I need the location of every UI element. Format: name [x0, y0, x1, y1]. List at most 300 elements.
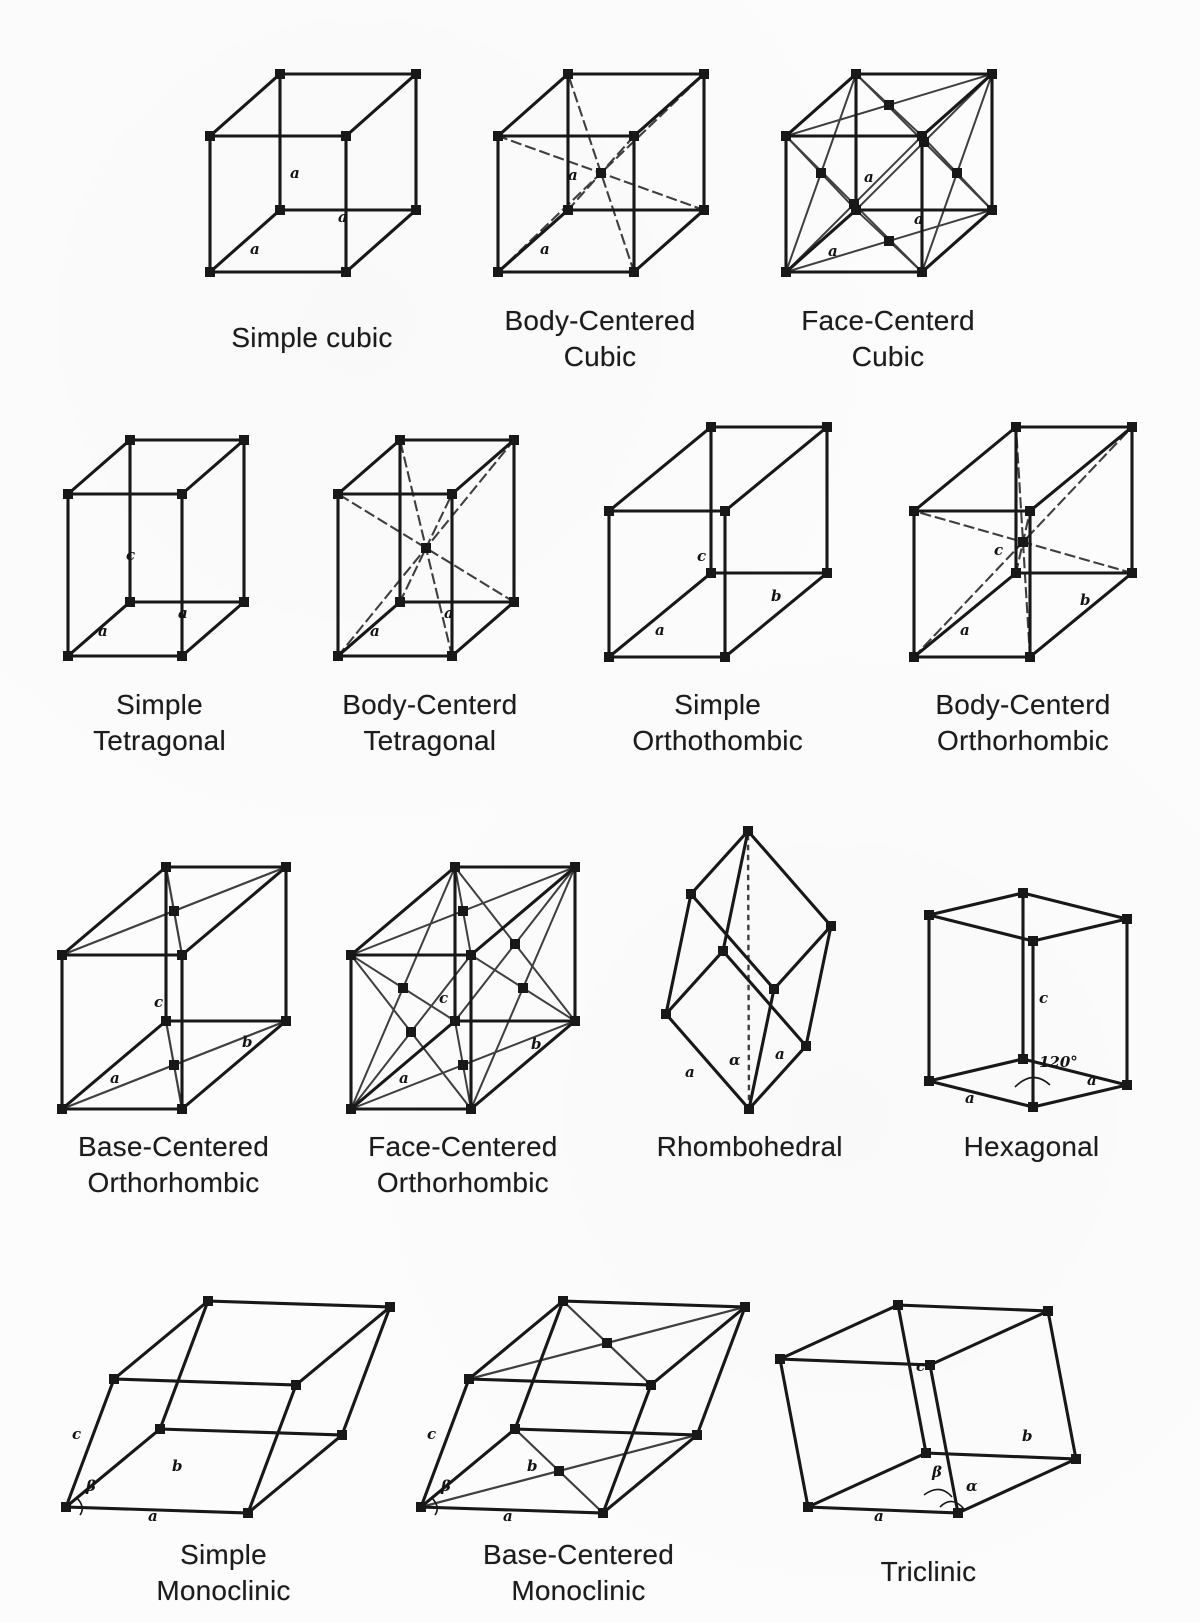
atom-marker: [909, 506, 919, 516]
atom-marker: [987, 205, 997, 215]
atom-marker: [466, 950, 476, 960]
atom-marker: [333, 651, 343, 661]
lattice-edge: [1030, 573, 1132, 657]
atom-marker: [395, 597, 405, 607]
edge-label: c: [427, 1425, 437, 1443]
edge-label: a: [399, 1069, 410, 1087]
edge-label: a: [828, 242, 838, 260]
atom-marker: [826, 921, 836, 931]
lattice-edge: [666, 894, 691, 1014]
caption-line: Body-Centerd: [935, 689, 1111, 720]
atom-marker: [169, 906, 179, 916]
lattice-edge: [471, 867, 575, 955]
angle-arc: [940, 1501, 964, 1509]
edge-label: a: [654, 621, 665, 639]
atom-marker: [155, 1424, 165, 1434]
angle-arc: [924, 1489, 952, 1497]
atom-marker: [563, 205, 573, 215]
atom-marker: [661, 1009, 671, 1019]
atom-marker: [919, 137, 929, 147]
triclinic-diagram: [756, 1259, 1101, 1525]
edge-label: a: [874, 1507, 884, 1525]
atom-marker: [458, 1060, 468, 1070]
lattice-edge: [182, 1021, 286, 1109]
caption-line: Base-Centered: [483, 1539, 674, 1570]
atom-marker: [686, 889, 696, 899]
lattice-cell-hexagonal: [909, 831, 1154, 1215]
edge-label: b: [770, 587, 782, 605]
lattice-edge: [469, 1379, 651, 1385]
rhombohedral-diagram: [625, 815, 875, 1117]
lattice-caption: [156, 1537, 290, 1623]
edge-label: a: [110, 1069, 120, 1087]
atom-marker: [1122, 914, 1132, 924]
atom-marker: [518, 983, 528, 993]
atom-marker: [740, 1302, 750, 1312]
lattice-edge: [930, 1311, 1048, 1365]
atom-marker: [570, 862, 580, 872]
atom-marker: [281, 862, 291, 872]
caption-line: Simple: [116, 689, 203, 720]
atom-marker: [909, 652, 919, 662]
edge-label: c: [422, 538, 432, 556]
atom-marker: [720, 506, 730, 516]
lattice-edge: [346, 74, 416, 136]
atom-marker: [1028, 936, 1038, 946]
atom-marker: [720, 652, 730, 662]
edge-label: b: [531, 1035, 542, 1053]
atom-marker: [346, 1104, 356, 1114]
edge-label: β: [86, 1477, 96, 1495]
simple-orthorhombic-diagram: [593, 415, 843, 675]
atom-marker: [803, 1502, 813, 1512]
edge-label: c: [916, 1357, 926, 1375]
lattice-edge: [1048, 1311, 1076, 1459]
atom-marker: [925, 1360, 935, 1370]
atom-marker: [629, 131, 639, 141]
lattice-edge: [62, 867, 166, 955]
atom-marker: [275, 69, 285, 79]
lattice-edge: [1030, 427, 1132, 511]
atom-marker: [57, 1104, 67, 1114]
atom-marker: [781, 267, 791, 277]
atom-marker: [1011, 422, 1021, 432]
lattice-edge: [898, 1305, 1048, 1311]
simple-monoclinic-diagram: [46, 1285, 401, 1525]
caption-line: Orthorhombic: [376, 1166, 549, 1198]
atom-marker: [466, 1104, 476, 1114]
lattice-edge: [498, 74, 568, 136]
atom-marker: [411, 205, 421, 215]
atom-marker: [921, 1448, 931, 1458]
lattice-edge: [346, 210, 416, 272]
atom-marker: [884, 100, 894, 110]
lattice-edge: [725, 427, 827, 511]
caption-line: Tetragonal: [93, 724, 226, 756]
edge-label: a: [774, 1045, 785, 1063]
lattice-edge: [62, 1021, 166, 1109]
atom-marker: [450, 1016, 460, 1026]
lattice-edge: [452, 602, 514, 656]
lattice-cell-simple-cubic: [192, 56, 432, 389]
lattice-edge: [634, 210, 704, 272]
atom-marker: [1018, 888, 1028, 898]
lattice-caption: [483, 1537, 674, 1623]
lattice-edge: [1033, 919, 1127, 941]
atom-marker: [563, 69, 573, 79]
lattice-caption: [657, 1129, 843, 1215]
edge-label: a: [568, 166, 578, 184]
atom-marker: [1025, 652, 1035, 662]
atom-marker: [801, 1041, 811, 1051]
lattice-edge: [780, 1305, 898, 1359]
lattice-cell-base-centered-orthorhombic: [46, 851, 301, 1215]
atom-marker: [629, 267, 639, 277]
lattice-cell-face-centered-cubic: [768, 56, 1008, 389]
caption-line: Monoclinic: [511, 1574, 646, 1606]
atom-marker: [243, 1508, 253, 1518]
atom-marker: [692, 1430, 702, 1440]
caption-line: Simple: [180, 1539, 267, 1570]
atom-marker: [61, 1502, 71, 1512]
lattice-caption: [93, 687, 226, 773]
atom-marker: [1028, 1102, 1038, 1112]
lattice-caption: [632, 687, 802, 773]
lattice-caption: [231, 303, 392, 389]
lattice-edge: [780, 1359, 808, 1507]
atom-marker: [893, 1300, 903, 1310]
body-centered-orthorhombic-diagram: [898, 415, 1148, 675]
atom-marker: [177, 651, 187, 661]
atom-marker: [177, 489, 187, 499]
lattice-row-cubic: [0, 56, 1200, 389]
lattice-caption: [78, 1129, 269, 1215]
caption-line: Rhombohedral: [656, 1131, 843, 1162]
edge-label: c: [154, 993, 164, 1011]
atom-marker: [63, 489, 73, 499]
lattice-edge: [182, 440, 244, 494]
face-centered-cubic-diagram: [768, 56, 1008, 291]
atom-marker: [743, 826, 753, 836]
atom-marker: [706, 422, 716, 432]
edge-label: b: [242, 1033, 253, 1051]
atom-marker: [125, 435, 135, 445]
atom-marker: [205, 131, 215, 141]
edge-label: a: [290, 164, 300, 182]
edge-label: a: [864, 168, 874, 186]
atom-marker: [822, 422, 832, 432]
edge-label: a: [959, 621, 970, 639]
atom-marker: [598, 1508, 608, 1518]
body-centered-tetragonal-diagram: [322, 420, 537, 675]
lattice-edge: [806, 926, 831, 1046]
lattice-cell-rhombohedral: [625, 815, 875, 1215]
atom-marker: [169, 1060, 179, 1070]
atom-marker: [239, 435, 249, 445]
lattice-edge: [338, 440, 400, 494]
atom-marker: [851, 69, 861, 79]
lattice-edge: [68, 440, 130, 494]
atom-marker: [1018, 537, 1028, 547]
lattice-edge: [114, 1379, 296, 1385]
atom-marker: [406, 1027, 416, 1037]
lattice-cell-simple-orthorhombic: [593, 415, 843, 773]
atom-marker: [849, 199, 859, 209]
atom-marker: [596, 168, 606, 178]
caption-line: Simple cubic: [231, 322, 393, 353]
atom-marker: [602, 1338, 612, 1348]
edge-label: b: [1079, 591, 1091, 609]
atom-marker: [450, 862, 460, 872]
edge-label: c: [72, 1425, 82, 1443]
atom-marker: [1025, 506, 1035, 516]
atom-marker: [924, 910, 934, 920]
caption-line: Orthothombic: [632, 724, 803, 756]
atom-marker: [161, 862, 171, 872]
lattice-edge: [182, 867, 286, 955]
atom-marker: [781, 131, 791, 141]
atom-marker: [1018, 1054, 1028, 1064]
caption-line: Face-Centerd: [801, 305, 975, 336]
edge-label: b: [1022, 1427, 1033, 1445]
atom-marker: [203, 1296, 213, 1306]
atom-marker: [346, 950, 356, 960]
lattice-edge: [929, 893, 1023, 915]
lattice-cell-body-centered-cubic: [480, 56, 720, 389]
atom-marker: [554, 1466, 564, 1476]
caption-line: Monoclinic: [156, 1574, 291, 1606]
edge-label: β: [932, 1463, 942, 1481]
edge-label: c: [993, 541, 1004, 559]
lattice-caption: [505, 303, 696, 389]
lattice-edge: [182, 602, 244, 656]
atom-marker: [570, 1016, 580, 1026]
lattice-cell-base-centered-monoclinic: [401, 1285, 756, 1623]
lattice-edge: [1033, 1085, 1127, 1107]
lattice-edge: [498, 210, 568, 272]
edge-label: a: [178, 604, 188, 622]
edge-label: α: [966, 1477, 978, 1495]
lattice-edge: [515, 1429, 697, 1435]
atom-marker: [952, 168, 962, 178]
caption-line: Cubic: [563, 340, 637, 372]
atom-marker: [884, 236, 894, 246]
atom-marker: [1043, 1306, 1053, 1316]
lattice-edge: [774, 926, 831, 989]
edge-label: a: [370, 622, 381, 640]
atom-marker: [558, 1296, 568, 1306]
caption-line: Face-Centered: [368, 1131, 558, 1162]
lattice-edge: [725, 573, 827, 657]
lattice-edge: [210, 210, 280, 272]
base-centered-orthorhombic-diagram: [46, 851, 301, 1117]
edge-label: α: [728, 1051, 741, 1069]
atom-marker: [464, 1374, 474, 1384]
atom-marker: [816, 168, 826, 178]
atom-marker: [458, 906, 468, 916]
caption-line: Orthorhombic: [87, 1166, 260, 1198]
caption-line: Triclinic: [880, 1556, 977, 1587]
edge-label: 120°: [1038, 1053, 1078, 1071]
lattice-edge: [691, 831, 748, 894]
atom-marker: [291, 1380, 301, 1390]
atom-marker: [109, 1374, 119, 1384]
atom-marker: [416, 1502, 426, 1512]
atom-marker: [718, 946, 728, 956]
atom-marker: [239, 597, 249, 607]
hexagonal-diagram: [909, 831, 1154, 1117]
lattice-edge: [210, 74, 280, 136]
atom-marker: [411, 69, 421, 79]
edge-label: β: [441, 1477, 451, 1495]
lattice-edge: [634, 74, 704, 136]
lattice-row-monoclinic-triclinic: [0, 1259, 1200, 1623]
caption-line: Tetragonal: [363, 724, 497, 756]
caption-line: Body-Centered: [504, 305, 696, 336]
lattice-row-tetragonal-orthorhombic: [0, 415, 1200, 773]
atom-marker: [275, 205, 285, 215]
atom-marker: [395, 435, 405, 445]
lattice-cell-simple-monoclinic: [46, 1285, 401, 1623]
lattice-cell-body-centered-orthorhombic: [898, 415, 1148, 773]
caption-line: Body-Centerd: [342, 689, 518, 720]
caption-line: Cubic: [851, 340, 925, 372]
atom-marker: [385, 1302, 395, 1312]
caption-line: Hexagonal: [963, 1131, 1100, 1162]
caption-line: Simple: [674, 689, 762, 720]
lattice-edge: [471, 1021, 575, 1109]
lattice-caption: [801, 303, 975, 389]
atom-marker: [341, 131, 351, 141]
atom-marker: [769, 984, 779, 994]
atom-marker: [924, 1076, 934, 1086]
base-centered-monoclinic-diagram: [401, 1285, 756, 1525]
lattice-edge: [351, 1021, 455, 1109]
simple-cubic-diagram: [192, 56, 432, 291]
atom-marker: [337, 1430, 347, 1440]
atom-marker: [161, 1016, 171, 1026]
simple-tetragonal-diagram: [52, 420, 267, 675]
body-centered-cubic-diagram: [480, 56, 720, 291]
lattice-edge: [609, 427, 711, 511]
lattice-cell-body-centered-tetragonal: [322, 420, 537, 773]
lattice-edge: [929, 915, 1033, 941]
lattice-edge: [914, 427, 1016, 511]
atom-marker: [398, 983, 408, 993]
atom-marker: [125, 597, 135, 607]
lattice-edge: [808, 1453, 926, 1507]
edge-label: a: [444, 604, 455, 622]
edge-label: a: [540, 240, 550, 258]
edge-label: a: [338, 208, 348, 226]
atom-marker: [177, 1104, 187, 1114]
atom-marker: [987, 69, 997, 79]
edge-label: b: [527, 1457, 538, 1475]
atom-marker: [493, 267, 503, 277]
atom-marker: [333, 489, 343, 499]
lattice-caption: [881, 1537, 977, 1623]
atom-marker: [510, 939, 520, 949]
atom-marker: [646, 1380, 656, 1390]
edge-label: a: [98, 622, 108, 640]
edge-label: c: [696, 547, 706, 565]
lattice-edge: [898, 1305, 926, 1453]
lattice-edge: [723, 831, 748, 951]
edge-label: a: [1086, 1071, 1097, 1089]
atom-marker: [604, 506, 614, 516]
lattice-caption: [368, 1129, 557, 1215]
lattice-cell-face-centered-orthorhombic: [335, 851, 590, 1215]
lattice-edge: [563, 1301, 745, 1307]
lattice-caption: [964, 1129, 1100, 1215]
edge-label: c: [1038, 989, 1049, 1007]
edge-label: a: [964, 1089, 975, 1107]
atom-marker: [706, 568, 716, 578]
lattice-edge: [748, 831, 831, 926]
caption-line: Orthorhombic: [936, 724, 1109, 756]
lattice-edge: [351, 867, 455, 955]
lattice-row-orthorhombic-rhombohedral-hexagonal: [0, 815, 1200, 1215]
atom-marker: [493, 131, 503, 141]
lattice-edge: [748, 831, 749, 1109]
atom-marker: [341, 267, 351, 277]
lattice-edge: [914, 573, 1016, 657]
lattice-edge: [452, 440, 514, 494]
atom-marker: [604, 652, 614, 662]
atom-marker: [744, 1104, 754, 1114]
atom-marker: [953, 1508, 963, 1518]
edge-label: b: [172, 1457, 183, 1475]
atom-marker: [177, 950, 187, 960]
edge-label: a: [684, 1063, 695, 1081]
lattice-edge: [160, 1429, 342, 1435]
atom-marker: [509, 435, 519, 445]
atom-marker: [1127, 422, 1137, 432]
atom-marker: [917, 267, 927, 277]
atom-marker: [63, 651, 73, 661]
face-centered-orthorhombic-diagram: [335, 851, 590, 1117]
edge-label: c: [439, 989, 449, 1007]
atom-marker: [57, 950, 67, 960]
atom-marker: [447, 489, 457, 499]
lattice-caption: [342, 687, 517, 773]
edge-label: c: [126, 546, 136, 564]
caption-line: Base-Centered: [78, 1131, 269, 1162]
atom-marker: [509, 597, 519, 607]
atom-marker: [699, 69, 709, 79]
lattice-cell-simple-tetragonal: [52, 420, 267, 773]
atom-marker: [510, 1424, 520, 1434]
atom-marker: [822, 568, 832, 578]
lattice-edge: [338, 602, 400, 656]
lattice-caption: [935, 687, 1110, 773]
atom-marker: [1071, 1454, 1081, 1464]
lattice-edge: [609, 573, 711, 657]
atom-marker: [1011, 568, 1021, 578]
lattice-cell-triclinic: [756, 1259, 1101, 1623]
edge-label: a: [914, 210, 924, 228]
lattice-edge: [1023, 893, 1127, 919]
edge-label: a: [148, 1507, 158, 1525]
atom-marker: [1127, 568, 1137, 578]
atom-marker: [205, 267, 215, 277]
atom-marker: [281, 1016, 291, 1026]
edge-label: a: [250, 240, 260, 258]
edge-label: a: [503, 1507, 513, 1525]
atom-marker: [699, 205, 709, 215]
lattice-edge: [666, 951, 723, 1014]
atom-marker: [775, 1354, 785, 1364]
